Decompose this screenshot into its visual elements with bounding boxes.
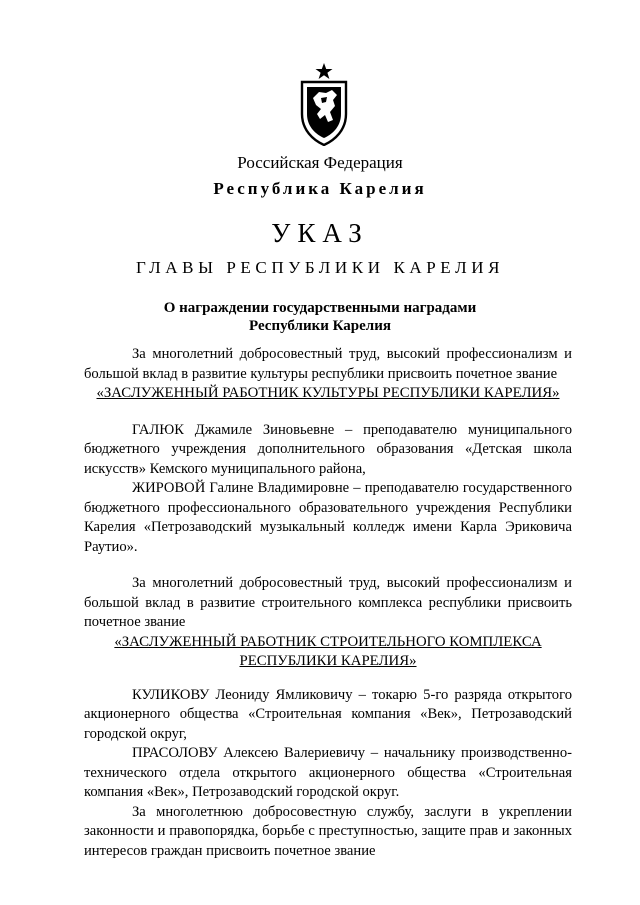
section2-awardee-1: КУЛИКОВУ Леониду Ямликовичу – токарю 5-го разряда открытого акционерного общества «Строительная компания «Век», Петрозаводский городской округ, <box>84 686 572 742</box>
decree-subject <box>60 299 580 335</box>
section3-intro: За многолетнюю добросовестную службу, заслуги в укреплении законности и правопорядка, борьбе с преступностью, защите прав и законных интересов граждан присвоить почетное звание <box>84 803 572 859</box>
section2-intro: За многолетний добросовестный труд, высокий профессионализм и большой вклад в развитие строительного комплекса республики присвоить почетное звание <box>84 575 572 630</box>
document-type: УКАЗ <box>271 218 369 248</box>
section1-awardee-2: ЖИРОВОЙ Галине Владимировне – преподавателю государственного бюджетного профессионального образовательного учреждения Республики Карелия «Петрозаводский музыкальный колледж имени Карла Эриковича Раутио». <box>84 480 572 555</box>
karelia-coat-of-arms-icon <box>299 62 349 146</box>
section2-title-line-2: РЕСПУБЛИКИ КАРЕЛИЯ» <box>239 653 417 669</box>
decree-body <box>84 345 572 861</box>
subject-line-2: Республики Карелия <box>249 318 391 334</box>
country-name: Российская Федерация <box>237 153 403 172</box>
issuer-title: ГЛАВЫ РЕСПУБЛИКИ КАРЕЛИЯ <box>135 258 505 277</box>
section1-intro: За многолетний добросовестный труд, высокий профессионализм и большой вклад в развитие культуры республики присвоить почетное звание <box>84 346 572 382</box>
republic-name: Республика Карелия <box>213 179 427 198</box>
section1-title: «ЗАСЛУЖЕННЫЙ РАБОТНИК КУЛЬТУРЫ РЕСПУБЛИКИ КАРЕЛИЯ» <box>96 385 560 401</box>
spacer <box>84 404 572 421</box>
spacer <box>84 672 572 686</box>
section1-awardee-1: ГАЛЮК Джамиле Зиновьевне – преподавателю муниципального бюджетного учреждения дополнительного образования «Детская школа искусств» Кемского муниципального района, <box>84 421 572 477</box>
section2-awardee-2: ПРАСОЛОВУ Алексею Валериевичу – начальнику производственно-технического отдела открытого акционерного общества «Строительная компания «Век», Петрозаводский городской округ. <box>84 745 572 800</box>
subject-line-1: О награждении государственными наградами <box>163 300 477 316</box>
section2-title-line-1: «ЗАСЛУЖЕННЫЙ РАБОТНИК СТРОИТЕЛЬНОГО КОМПЛЕКСА <box>114 633 542 650</box>
spacer <box>84 557 572 574</box>
